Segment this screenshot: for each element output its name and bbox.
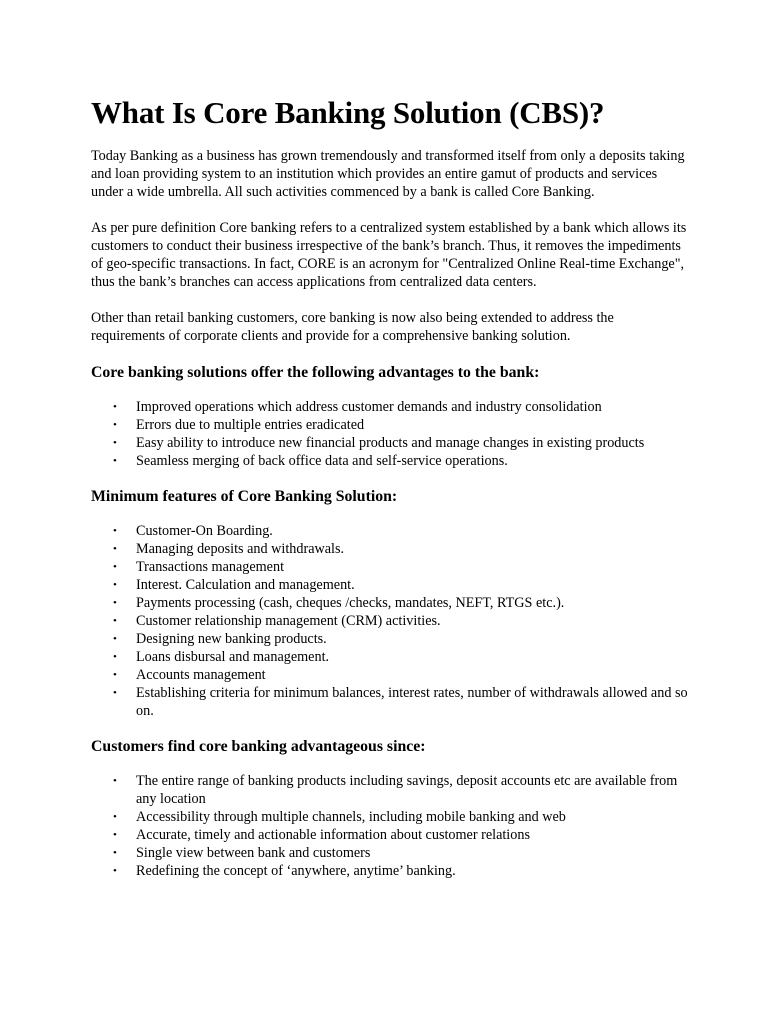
paragraph-definition: As per pure definition Core banking refers to a centralized system established by a bank which allows its customers to conduct their business irrespective of the bank’s branch. Thus, it removes the impediments of geo-specific transactions. In fact, CORE is an acronym for "Centralized Online Real-time Exchange", thus the bank’s branches can access applications from centralized data centers. <box>91 220 687 290</box>
list-item-text: Accessibility through multiple channels, including mobile banking and web <box>136 809 566 825</box>
bullet-icon: • <box>113 401 117 413</box>
list-item-text: Customer-On Boarding. <box>136 523 273 539</box>
list-item <box>91 416 691 434</box>
list-item <box>91 630 691 648</box>
list-item-text: Redefining the concept of ‘anywhere, anytime’ banking. <box>136 863 456 879</box>
list-item-text: Establishing criteria for minimum balances, interest rates, number of withdrawals allowed and so on. <box>136 685 688 719</box>
bullet-icon: • <box>113 811 117 823</box>
page-title: What Is Core Banking Solution (CBS)? <box>91 95 605 130</box>
list-item <box>91 684 691 720</box>
bullet-icon: • <box>113 543 117 555</box>
list-item-text: Loans disbursal and management. <box>136 649 330 665</box>
customers-heading: Customers find core banking advantageous since: <box>91 738 426 755</box>
bullet-icon: • <box>113 579 117 591</box>
list-item-text: Errors due to multiple entries eradicated <box>136 417 365 433</box>
bullet-icon: • <box>113 437 117 449</box>
bullet-icon: • <box>113 597 117 609</box>
list-item <box>91 452 691 470</box>
list-item-text: Single view between bank and customers <box>136 845 371 861</box>
list-item-text: Transactions management <box>136 559 285 575</box>
list-item <box>91 522 691 540</box>
list-item-text: Easy ability to introduce new financial products and manage changes in existing products <box>136 435 645 451</box>
bullet-icon: • <box>113 455 117 467</box>
list-item <box>91 558 691 576</box>
bullet-icon: • <box>113 419 117 431</box>
list-item <box>91 808 691 826</box>
bullet-icon: • <box>113 615 117 627</box>
bullet-icon: • <box>113 829 117 841</box>
list-item-text: Payments processing (cash, cheques /checks, mandates, NEFT, RTGS etc.). <box>136 595 565 611</box>
list-item-text: Seamless merging of back office data and self-service operations. <box>136 453 508 469</box>
list-item-text: Managing deposits and withdrawals. <box>136 541 345 557</box>
list-item <box>91 666 691 684</box>
list-item <box>91 862 691 880</box>
advantages-list <box>91 398 691 470</box>
bullet-icon: • <box>113 775 117 787</box>
list-item-text: Designing new banking products. <box>136 631 327 647</box>
bullet-icon: • <box>113 525 117 537</box>
list-item-text: Customer relationship management (CRM) activities. <box>136 613 441 629</box>
features-heading: Minimum features of Core Banking Solution: <box>91 488 398 505</box>
bullet-icon: • <box>113 865 117 877</box>
bullet-icon: • <box>113 847 117 859</box>
bullet-icon: • <box>113 687 117 699</box>
document-content <box>91 93 691 880</box>
list-item-text: Improved operations which address customer demands and industry consolidation <box>136 399 602 415</box>
list-item <box>91 612 691 630</box>
list-item <box>91 576 691 594</box>
list-item <box>91 398 691 416</box>
bullet-icon: • <box>113 651 117 663</box>
list-item <box>91 826 691 844</box>
list-item <box>91 594 691 612</box>
paragraph-extension: Other than retail banking customers, core banking is now also being extended to address the requirements of corporate clients and provide for a comprehensive banking solution. <box>91 310 614 344</box>
list-item-text: Interest. Calculation and management. <box>136 577 355 593</box>
bullet-icon: • <box>113 633 117 645</box>
list-item <box>91 648 691 666</box>
features-list <box>91 522 691 720</box>
paragraph-intro: Today Banking as a business has grown tremendously and transformed itself from only a deposits taking and loan providing system to an institution which provides an entire gamut of products and services under a wide umbrella. All such activities commenced by a bank is called Core Banking. <box>91 148 685 200</box>
list-item-text: The entire range of banking products including savings, deposit accounts etc are available from any location <box>136 773 678 807</box>
bullet-icon: • <box>113 669 117 681</box>
customers-list <box>91 772 691 880</box>
advantages-heading: Core banking solutions offer the following advantages to the bank: <box>91 364 540 381</box>
list-item-text: Accounts management <box>136 667 266 683</box>
list-item <box>91 772 691 808</box>
list-item <box>91 434 691 452</box>
list-item-text: Accurate, timely and actionable information about customer relations <box>136 827 530 843</box>
list-item <box>91 540 691 558</box>
list-item <box>91 844 691 862</box>
bullet-icon: • <box>113 561 117 573</box>
